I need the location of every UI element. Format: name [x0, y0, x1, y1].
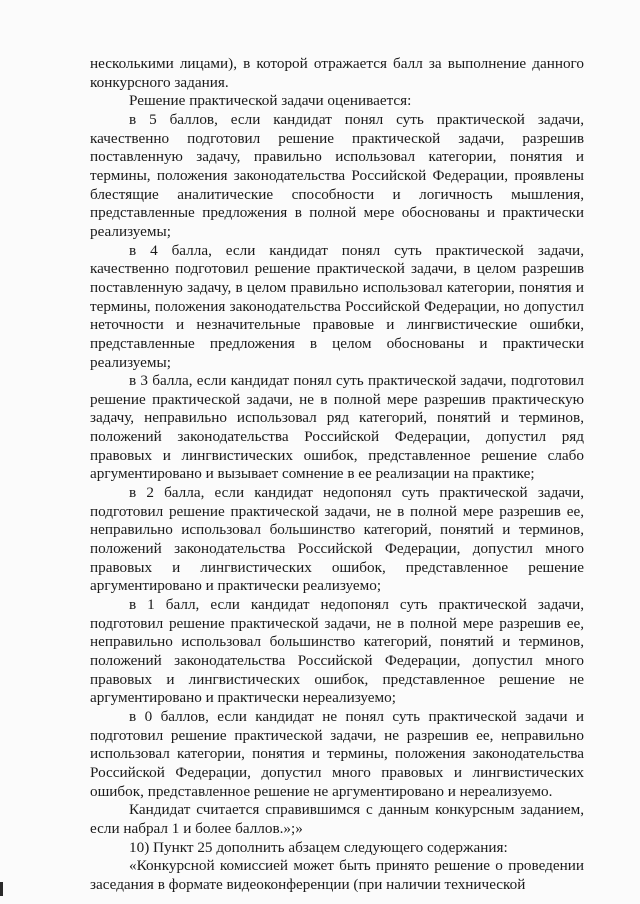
paragraph-score-2: в 2 балла, если кандидат недопонял суть практической задачи, подготовил решение практической задачи, не в полной мере разрешив ее, неправильно использовал большинство категорий, понятий и терминов, положений законодательства Российской Федерации, допустил много правовых и лингвистических ошибок, представленное решение аргументировано и практически реализуемо; — [90, 484, 584, 595]
paragraph-score-3: в 3 балла, если кандидат понял суть практической задачи, подготовил решение практической задачи, не в полной мере разрешив практическую задачу, неправильно использовал ряд категорий, понятий и терминов, положений законодательства Российской Федерации, допустил ряд правовых и лингвистических ошибок, представленное решение слабо аргументировано и вызывает сомнение в ее реализации на практике; — [90, 372, 584, 483]
paragraph-score-0: в 0 баллов, если кандидат не понял суть практической задачи и подготовил решение практической задачи, не разрешив ее, неправильно использовал категории, понятия и термины, положения законодательства Российской Федерации, допустил много правовых и лингвистических ошибок, представленное решение не аргументировано и нереализуемо. — [90, 707, 584, 800]
paragraph-score-5: в 5 баллов, если кандидат понял суть практической задачи, качественно подготовил решение практической задачи, разрешив поставленную задачу, правильно использовал категории, понятия и термины, положения законодательства Российской Федерации, проявлены блестящие аналитические способности и логичность мышления, представленные предложения в полной мере обоснованы и практически реализуемы; — [90, 110, 584, 240]
paragraph-evaluation-intro: Решение практической задачи оценивается: — [129, 92, 412, 110]
paragraph-score-1: в 1 балл, если кандидат недопонял суть практической задачи, подготовил решение практической задачи, не в полной мере разрешив ее, неправильно использовал большинство категорий, понятий и терминов, положений законодательства Российской Федерации, допустил много правовых и лингвистических ошибок, представленное решение не аргументировано и практически нереализуемо; — [90, 596, 584, 707]
paragraph-item-10: 10) Пункт 25 дополнить абзацем следующего содержания: — [129, 838, 508, 856]
paragraph-pass-criterion: Кандидат считается справившимся с данным конкурсным заданием, если набрал 1 и более баллов.»;» — [90, 801, 584, 837]
paragraph-continuation: несколькими лицами), в которой отражается балл за выполнение данного конкурсного задания. — [90, 55, 584, 91]
scan-edge-mark — [0, 882, 3, 896]
document-body — [90, 55, 584, 895]
paragraph-score-4: в 4 балла, если кандидат понял суть практической задачи, качественно подготовил решение практической задачи, в целом разрешив поставленную задачу, в целом правильно использовал категории, понятия и термины, положения законодательства Российской Федерации, но допустил неточности и незначительные правовые и лингвистические ошибки, представленные предложения в целом обоснованы и практически реализуемы; — [90, 241, 584, 371]
paragraph-videoconference: «Конкурсной комиссией может быть принято решение о проведении заседания в формате видеоконференции (при наличии технической — [90, 857, 584, 893]
